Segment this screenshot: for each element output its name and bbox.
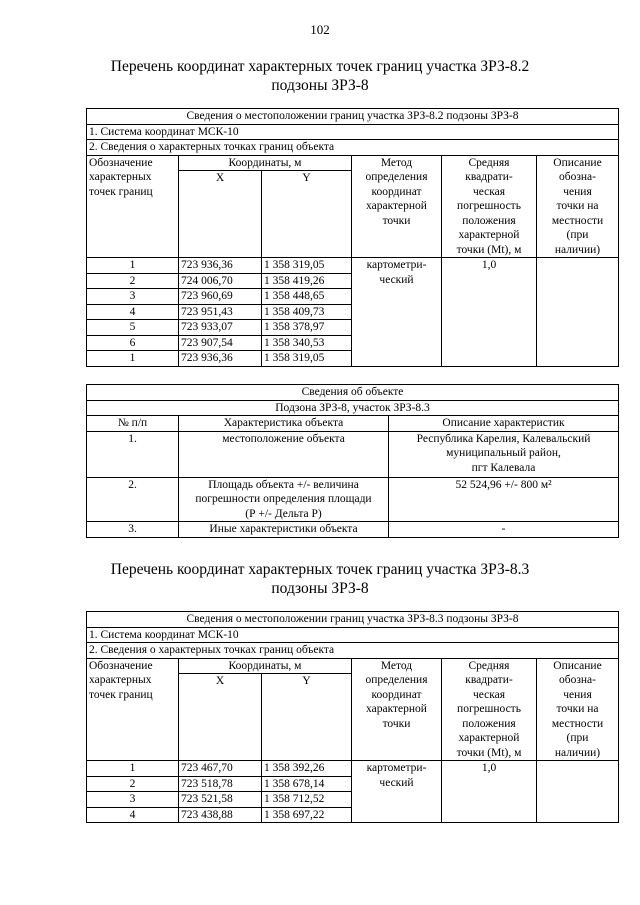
table-row: 5 723 933,07 1 358 378,97 <box>87 320 619 336</box>
col-y: Y <box>262 674 352 761</box>
table-row: 4 723 438,88 1 358 697,22 <box>87 807 619 823</box>
table-row: 2 723 518,78 1 358 678,14 <box>87 776 619 792</box>
table-header: Сведения о местоположении границ участка ЗРЗ-8.2 подзоны ЗРЗ-8 <box>87 109 619 125</box>
col-characteristic: Характеристика объекта <box>179 416 389 432</box>
table-row: 3. Иные характеристики объекта - <box>87 522 619 538</box>
method-value: картометри- ческий <box>352 258 442 367</box>
col-coordinates: Координаты, м <box>179 658 352 674</box>
table-row: 3 723 521,58 1 358 712,52 <box>87 792 619 808</box>
table-header: Сведения о местоположении границ участка ЗРЗ-8.3 подзоны ЗРЗ-8 <box>87 612 619 628</box>
error-value: 1,0 <box>442 761 537 823</box>
points-header: 2. Сведения о характерных точках границ объекта <box>87 140 619 156</box>
area-value: 52 524,96 +/- 800 м² <box>455 478 552 491</box>
col-description: Описание обозна- чения точки на местности (при наличии) <box>537 658 619 761</box>
table-row: 1 723 467,70 1 358 392,26 картометри- ческий 1,0 <box>87 761 619 777</box>
col-method: Метод определения координат характерной точки <box>352 658 442 761</box>
table-row: 1 723 936,36 1 358 319,05 картометри- ческий 1,0 <box>87 258 619 274</box>
error-value: 1,0 <box>442 258 537 367</box>
col-coordinates: Координаты, м <box>179 155 352 171</box>
col-description: Описание обозна- чения точки на местности (при наличии) <box>537 155 619 258</box>
description-value <box>537 761 619 823</box>
coord-system: 1. Система координат МСК-10 <box>87 124 619 140</box>
col-method: Метод определения координат характерной точки <box>352 155 442 258</box>
coords-table-zrz-8-3 <box>86 611 619 823</box>
col-y: Y <box>262 171 352 258</box>
table-row: 2 724 006,70 1 358 419,26 <box>87 273 619 289</box>
table-row: 1. местоположение объекта Республика Карелия, Калевальский муниципальный район, пгт Калевала <box>87 431 619 477</box>
table-row: 4 723 951,43 1 358 409,73 <box>87 304 619 320</box>
object-info-table <box>86 384 619 538</box>
col-x: X <box>179 171 262 258</box>
col-error: Средняя квадрати- ческая погрешность положения характерной точки (Mt), м <box>442 658 537 761</box>
col-designation: Обозначение характерных точек границ <box>87 155 179 258</box>
section1-title: Перечень координат характерных точек границ участка ЗРЗ-8.2 подзоны ЗРЗ-8 <box>110 58 530 94</box>
method-value: картометри- ческий <box>352 761 442 823</box>
object-info-header: Сведения об объекте <box>87 385 619 401</box>
object-info-subheader: Подзона ЗРЗ-8, участок ЗРЗ-8.3 <box>87 400 619 416</box>
section2-title: Перечень координат характерных точек границ участка ЗРЗ-8.3 подзоны ЗРЗ-8 <box>110 561 530 597</box>
col-designation: Обозначение характерных точек границ <box>87 658 179 761</box>
col-x: X <box>179 674 262 761</box>
table-row: 3 723 960,69 1 358 448,65 <box>87 289 619 305</box>
coords-table-zrz-8-2 <box>86 108 619 367</box>
points-header: 2. Сведения о характерных точках границ объекта <box>87 643 619 659</box>
page-number: 102 <box>310 22 330 37</box>
col-error: Средняя квадрати- ческая погрешность положения характерной точки (Mt), м <box>442 155 537 258</box>
coord-system: 1. Система координат МСК-10 <box>87 627 619 643</box>
table-row: 1 723 936,36 1 358 319,05 <box>87 351 619 367</box>
col-number: № п/п <box>87 416 179 432</box>
table-row: 2. Площадь объекта +/- величина погрешности определения площади (Р +/- Дельта Р) 52 524,96 +/- 800 м² <box>87 477 619 522</box>
col-char-description: Описание характеристик <box>389 416 619 432</box>
description-value <box>537 258 619 367</box>
table-row: 6 723 907,54 1 358 340,53 <box>87 335 619 351</box>
